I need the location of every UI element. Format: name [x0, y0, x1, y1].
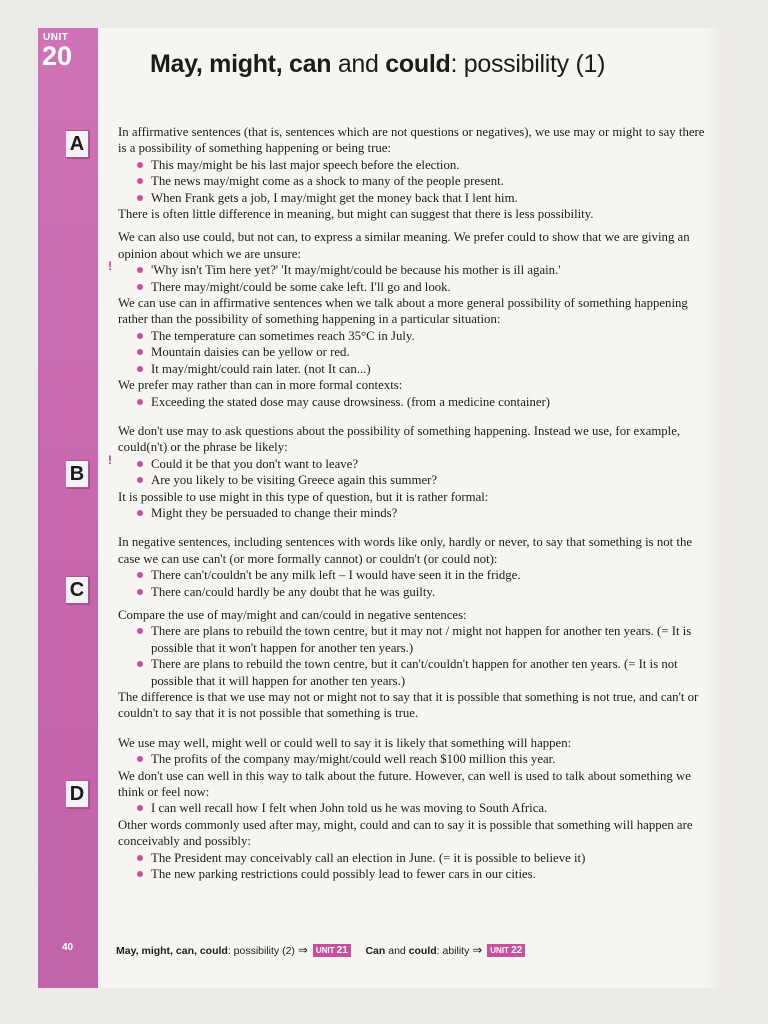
section-c [118, 534, 712, 721]
example-bullet: There can/could hardly be any doubt that he was guilty. [118, 584, 712, 600]
example-bullet: The news may/might come as a shock to many of the people present. [118, 173, 712, 189]
paragraph: In negative sentences, including sentences with words like only, hardly or never, to say that something is not the case we can use can't (or more formally cannot) or couldn't (or could not): [118, 535, 693, 566]
example-bullet: Mountain daisies can be yellow or red. [118, 344, 712, 360]
example-bullet: Exceeding the stated dose may cause drowsiness. (from a medicine container) [118, 394, 712, 410]
section-tab-d: D [66, 780, 89, 808]
unit-number: 20 [42, 41, 73, 71]
cross-reference-footer [116, 943, 525, 957]
example-bullet: 'Why isn't Tim here yet?' 'It may/might/could be because his mother is ill again.' [118, 262, 712, 278]
unit-badge-22: UNIT 22 [487, 944, 525, 957]
page-number: 40 [62, 942, 74, 953]
page-title: May, might, can and could: possibility (1) [150, 50, 606, 78]
paragraph: We prefer may rather than can in more formal contexts: [118, 378, 403, 393]
example-bullet: The new parking restrictions could possibly lead to fewer cars in our cities. [118, 866, 712, 882]
xref-unit-21[interactable]: May, might, can, could: possibility (2) ⇒ UNIT 21 [116, 945, 351, 957]
attention-icon: ! [108, 452, 112, 467]
example-bullet: Are you likely to be visiting Greece again this summer? [118, 472, 712, 488]
example-bullet: It may/might/could rain later. (not It can...) [118, 361, 712, 377]
example-bullet: The profits of the company may/might/could well reach $100 million this year. [118, 751, 712, 767]
paragraph: We use may well, might well or could well to say it is likely that something will happen: [118, 735, 572, 750]
arrow-right-icon: ⇒ [297, 943, 308, 957]
paragraph: We don't use may to ask questions about the possibility of something happening. Instead we use, for example, could(n't) or the phrase be likely: [118, 423, 681, 455]
unit-sidebar [38, 28, 98, 988]
section-tab-c: C [66, 576, 89, 604]
section-d [118, 735, 712, 883]
example-bullet: This may/might be his last major speech before the election. [118, 157, 712, 173]
section-tab-b: B [66, 460, 89, 488]
textbook-page [38, 28, 724, 988]
example-bullet: I can well recall how I felt when John told us he was moving to South Africa. [118, 800, 712, 816]
example-bullet: There are plans to rebuild the town centre, but it may not / might not happen for another ten years. (= It is possible that it won't happen for another ten years.) [118, 623, 712, 656]
unit-badge-21: UNIT 21 [313, 944, 351, 957]
example-bullet: The temperature can sometimes reach 35°C in July. [118, 328, 712, 344]
example-bullet: Might they be persuaded to change their minds? [118, 505, 712, 521]
paragraph: There is often little difference in meaning, but might can suggest that there is less possibility. [118, 207, 594, 222]
section-b [108, 423, 712, 521]
unit-label: UNIT [43, 32, 69, 43]
paragraph: In affirmative sentences (that is, sentences which are not questions or negatives), we use may or might to say there is a possibility of something happening or being true: [118, 125, 705, 156]
section-tab-a: A [66, 130, 89, 158]
attention-icon: ! [108, 259, 112, 274]
example-bullet: There are plans to rebuild the town centre, but it can't/couldn't happen for another ten years. (= It is not possible that it will happen for another ten years.) [118, 656, 712, 689]
paragraph: It is possible to use might in this type of question, but it is rather formal: [118, 489, 489, 504]
paragraph: We don't use can well in this way to talk about the future. However, can well is used to talk about something we think or feel now: [118, 768, 691, 800]
paragraph: We can use can in affirmative sentences when we talk about a more general possibility of something happening rather than the possibility of something happening in a particular situation: [118, 296, 688, 327]
example-bullet: When Frank gets a job, I may/might get the money back that I lent him. [118, 190, 712, 206]
paragraph: Other words commonly used after may, might, could and can to say it is possible that something will happen are conceivably and possibly: [118, 817, 693, 849]
paragraph: The difference is that we use may not or might not to say that it is possible that something is not true, and can't or couldn't to say that it is not possible that something is true. [118, 690, 699, 721]
example-bullet: The President may conceivably call an election in June. (= it is possible to believe it) [118, 850, 712, 866]
paragraph: Compare the use of may/might and can/could in negative sentences: [118, 607, 467, 622]
xref-unit-22[interactable]: Can and could: ability ⇒ UNIT 22 [365, 945, 525, 957]
example-bullet: Could it be that you don't want to leave? [118, 456, 712, 472]
example-bullet: There may/might/could be some cake left. I'll go and look. [118, 279, 712, 295]
arrow-right-icon: ⇒ [472, 943, 483, 957]
page-body [108, 124, 712, 882]
section-a [108, 124, 712, 410]
paragraph: We can also use could, but not can, to express a similar meaning. We prefer could to show that we are giving an opinion about which we are unsure: [118, 230, 690, 261]
example-bullet: There can't/couldn't be any milk left – I would have seen it in the fridge. [118, 567, 712, 583]
